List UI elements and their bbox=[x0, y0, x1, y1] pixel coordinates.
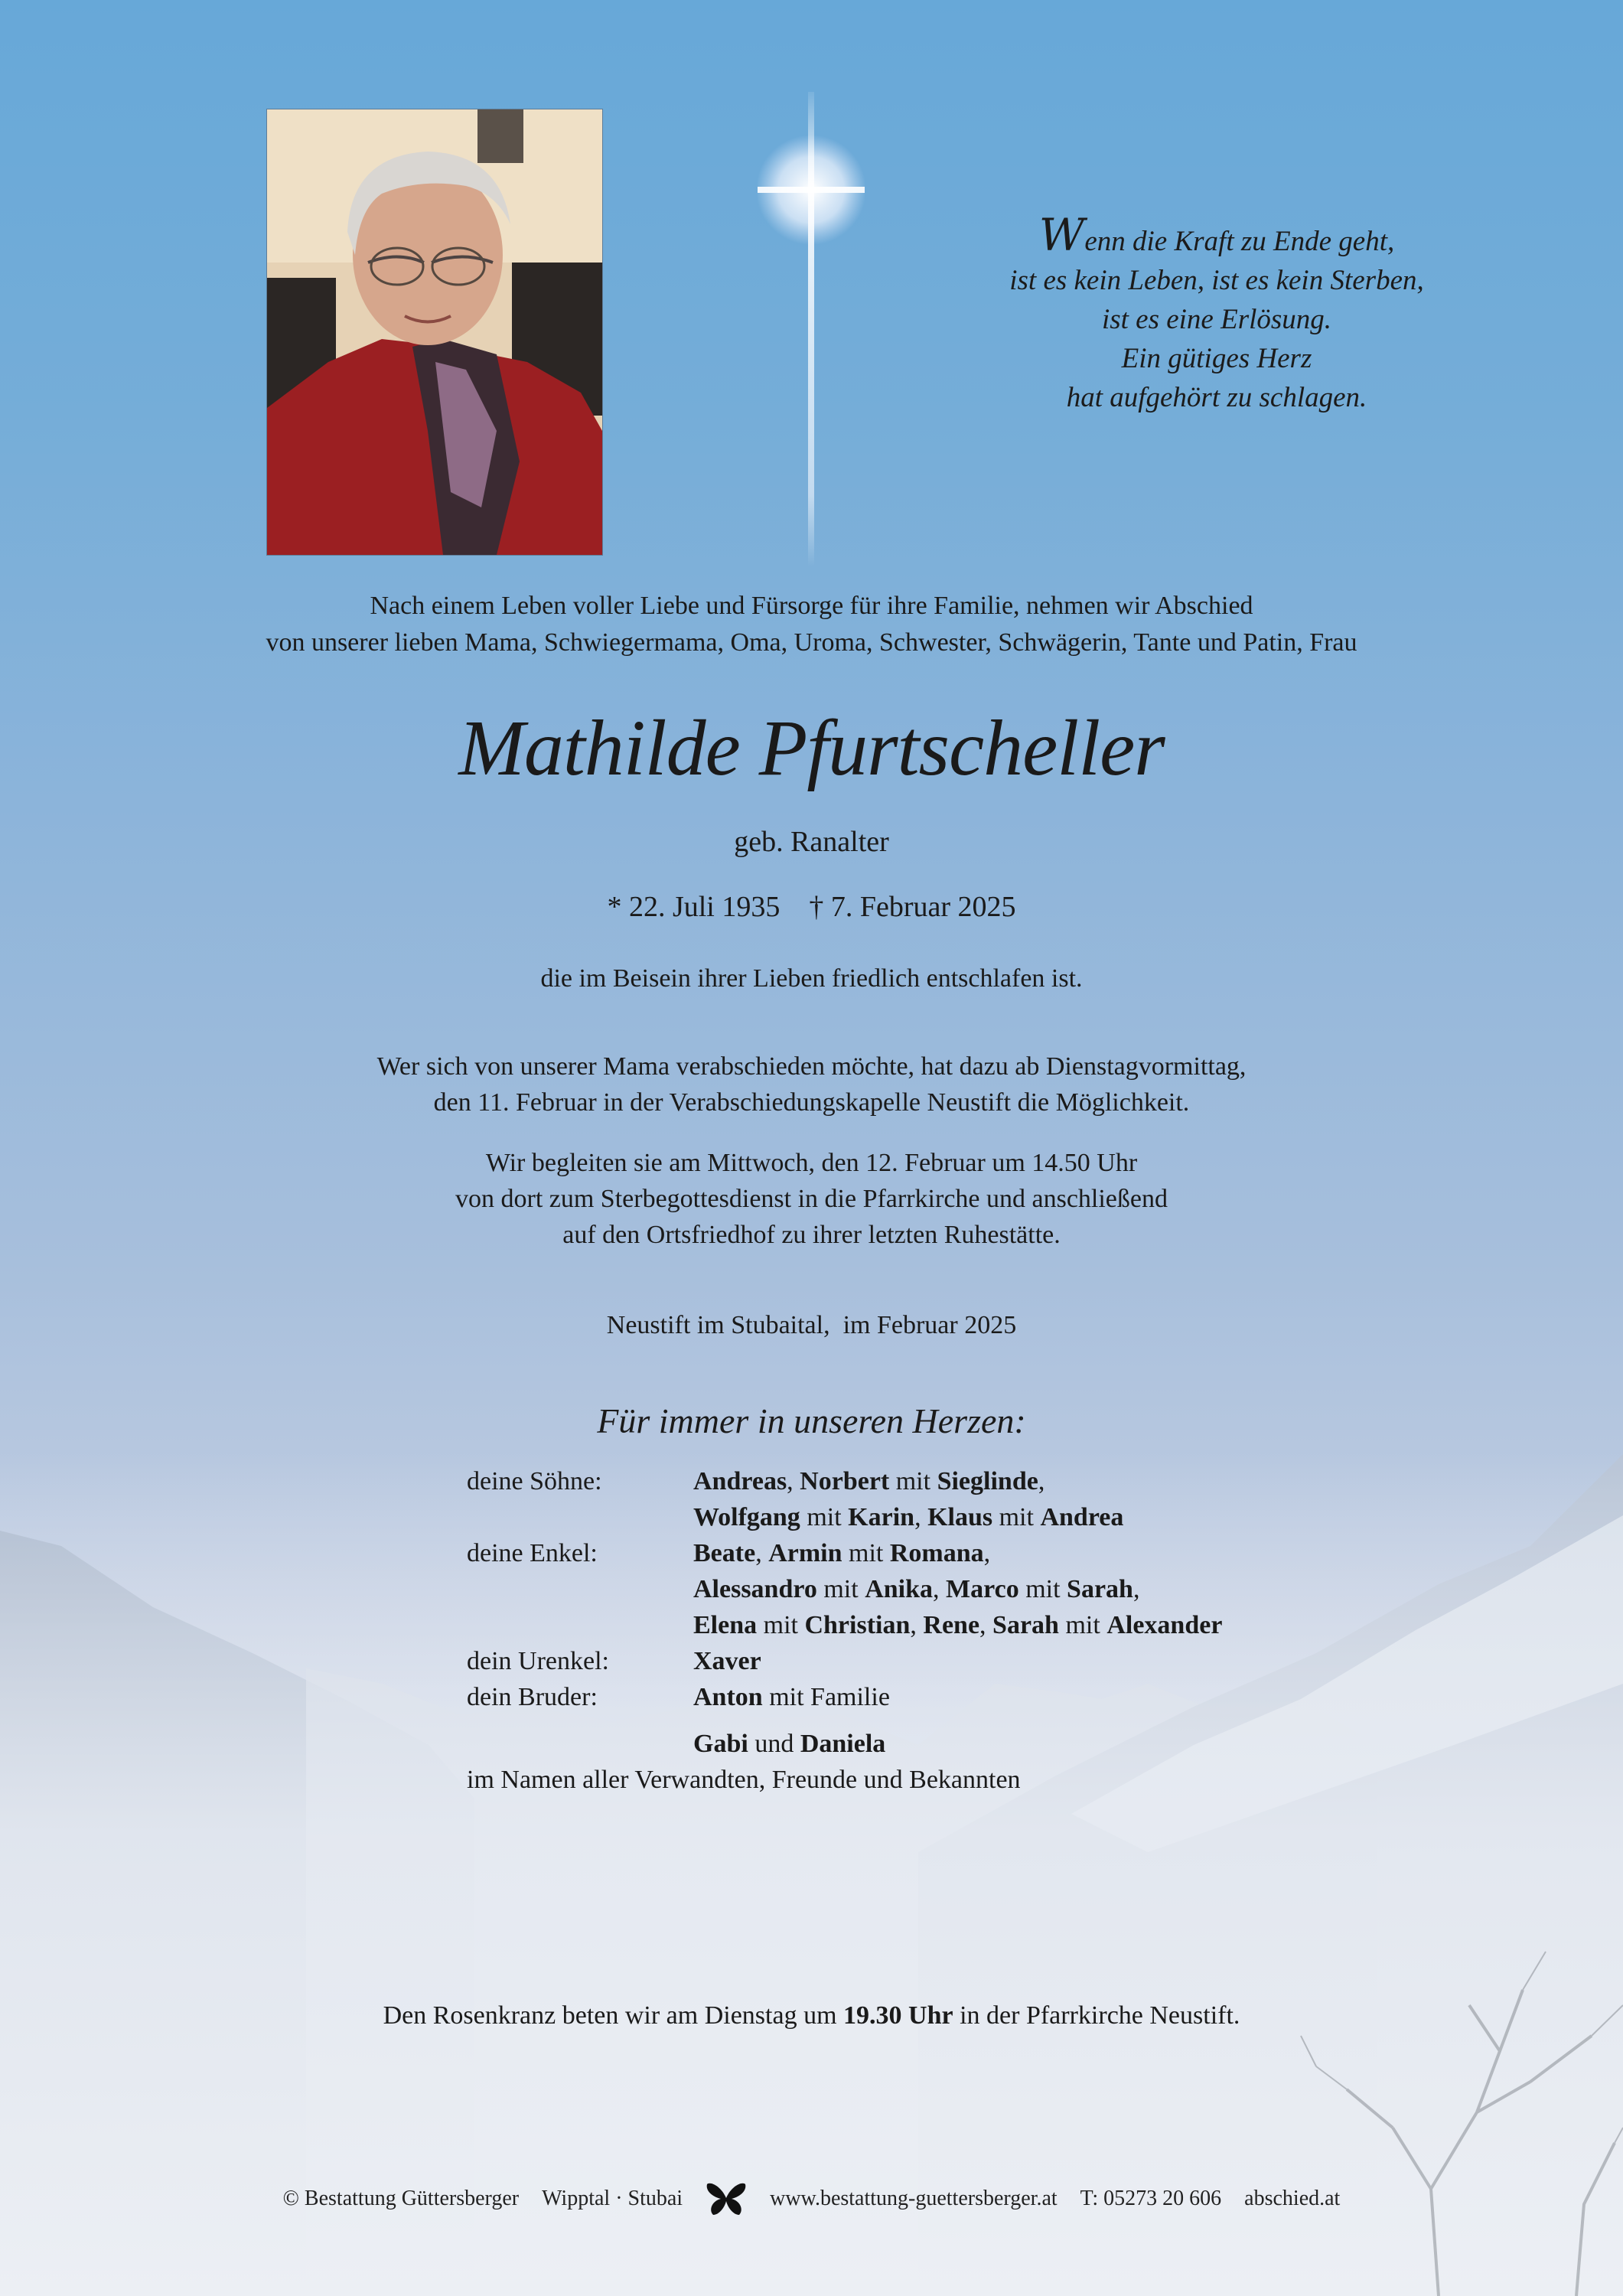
list-item: Alessandro mit Anika, Marco mit Sarah, bbox=[693, 1575, 1140, 1603]
sons-label: deine Söhne: bbox=[467, 1467, 602, 1495]
great-grandchild-label: dein Urenkel: bbox=[467, 1647, 609, 1675]
list-item: Wolfgang mit Karin, Klaus mit Andrea bbox=[693, 1503, 1124, 1531]
funeral-line-2: von dort zum Sterbegottesdienst in die Pfarrkirche und anschließend bbox=[455, 1185, 1168, 1213]
footer-website[interactable]: www.bestattung-guettersberger.at bbox=[770, 2187, 1058, 2210]
poem-line-1: enn die Kraft zu Ende geht, bbox=[1084, 226, 1395, 257]
passing-text: die im Beisein ihrer Lieben friedlich entschlafen ist. bbox=[540, 964, 1083, 993]
poem-line-2: ist es kein Leben, ist es kein Sterben, bbox=[1009, 265, 1424, 296]
rosary-text: Den Rosenkranz beten wir am Dienstag um 19.30 Uhr in der Pfarrkirche Neustift. bbox=[383, 2001, 1240, 2030]
life-dates: * 22. Juli 1935 † 7. Februar 2025 bbox=[607, 891, 1016, 923]
list-item: dein Urenkel: Xaver bbox=[467, 1643, 1385, 1679]
place-date: Neustift im Stubaital, im Februar 2025 bbox=[606, 1311, 1017, 1339]
list-item: Gabi und Daniela bbox=[693, 1730, 886, 1758]
list-item: deine Enkel: Beate, Armin mit Romana, bbox=[467, 1535, 1385, 1571]
mourners-title: Für immer in unseren Herzen: bbox=[597, 1401, 1026, 1440]
poem-initial: W bbox=[1038, 209, 1085, 261]
footer-region: Wipptal · Stubai bbox=[542, 2187, 683, 2210]
list-item: deine Söhne: Andreas, Norbert mit Sieglinde, bbox=[467, 1463, 1385, 1499]
footer-phone: T: 05273 20 606 bbox=[1080, 2187, 1222, 2210]
poem bbox=[941, 209, 1492, 417]
poem-line-3: ist es eine Erlösung. bbox=[1101, 304, 1332, 335]
portrait-photo bbox=[266, 109, 603, 556]
farewell-text bbox=[0, 1049, 1623, 1120]
born-name: geb. Ranalter bbox=[734, 826, 889, 858]
intro-line-2: von unserer lieben Mama, Schwiegermama, Oma, Uroma, Schwester, Schwägerin, Tante und Patin, Frau bbox=[266, 628, 1357, 657]
grandchildren-label: deine Enkel: bbox=[467, 1539, 598, 1567]
farewell-line-1: Wer sich von unserer Mama verabschieden möchte, hat dazu ab Dienstagvormittag, bbox=[376, 1052, 1247, 1081]
mourners-list bbox=[467, 1463, 1385, 1798]
funeral-line-3: auf den Ortsfriedhof zu ihrer letzten Ruhestätte. bbox=[562, 1221, 1061, 1249]
butterfly-icon bbox=[706, 2181, 747, 2216]
footer-company: © Bestattung Güttersberger bbox=[282, 2187, 520, 2210]
funeral-text bbox=[0, 1145, 1623, 1253]
closing-line: im Namen aller Verwandten, Freunde und Bekannten bbox=[467, 1766, 1021, 1794]
cross-icon bbox=[758, 92, 865, 566]
intro-line-1: Nach einem Leben voller Liebe und Fürsorge für ihre Familie, nehmen wir Abschied bbox=[370, 592, 1253, 620]
footer bbox=[0, 2181, 1623, 2216]
poem-line-4: Ein gütiges Herz bbox=[1121, 343, 1312, 374]
footer-site2[interactable]: abschied.at bbox=[1244, 2187, 1341, 2210]
list-item: Elena mit Christian, Rene, Sarah mit Alexander bbox=[693, 1611, 1223, 1639]
poem-line-5: hat aufgehört zu schlagen. bbox=[1066, 382, 1367, 413]
intro-text bbox=[0, 588, 1623, 661]
deceased-name: Mathilde Pfurtscheller bbox=[458, 704, 1165, 792]
brother-label: dein Bruder: bbox=[467, 1683, 598, 1711]
farewell-line-2: den 11. Februar in der Verabschiedungskapelle Neustift die Möglichkeit. bbox=[433, 1088, 1190, 1117]
funeral-line-1: Wir begleiten sie am Mittwoch, den 12. Februar um 14.50 Uhr bbox=[485, 1149, 1138, 1177]
list-item: dein Bruder: Anton mit Familie bbox=[467, 1679, 1385, 1715]
